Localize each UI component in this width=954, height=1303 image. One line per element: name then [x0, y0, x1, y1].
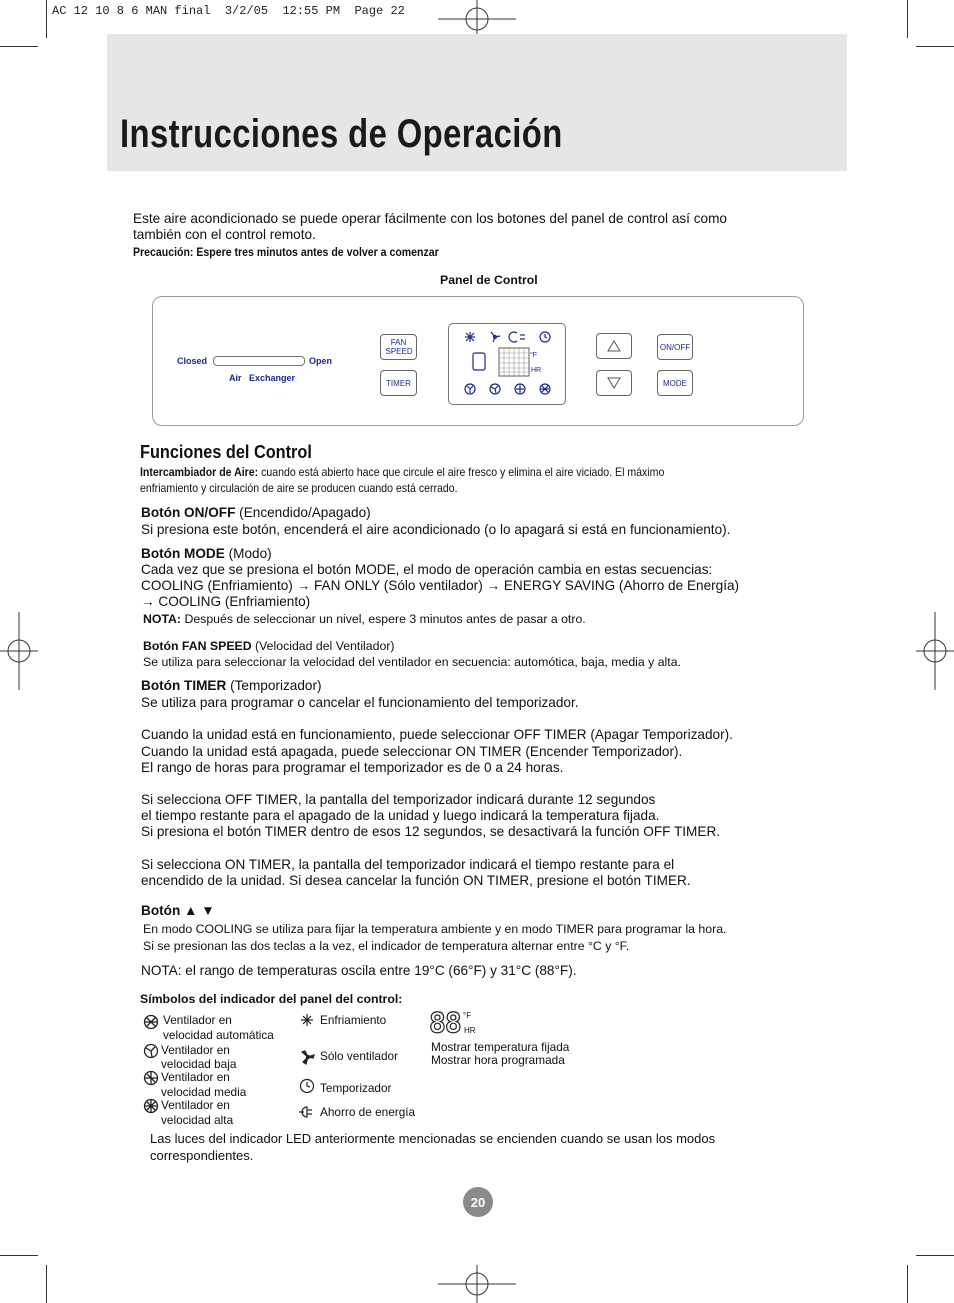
- fan-medium-icon: [145, 1072, 158, 1085]
- timer-text-2: Cuando la unidad está en funcionamiento, puede seleccionar OFF TIMER (Apagar Temporizador).: [141, 727, 733, 742]
- fan-icon: [491, 332, 500, 342]
- clock-icon: [301, 1080, 314, 1093]
- timer-text-9: encendido de la unidad. Si desea cancelar la función ON TIMER, presione el botón TIMER.: [141, 873, 691, 888]
- timer-text-6: el tiempo restante para el apagado de la unidad y luego indicará la temperatura fijada.: [141, 808, 660, 823]
- timer-text-5: Si selecciona OFF TIMER, la pantalla del temporizador indicará durante 12 segundos: [141, 792, 656, 807]
- air-exchanger-label: Air Exchanger: [229, 373, 296, 383]
- panel-display: [448, 323, 566, 405]
- symbol-med-1: Ventilador en: [161, 1070, 230, 1084]
- display-icons: [449, 324, 565, 404]
- symbol-auto-2: velocidad automática: [163, 1028, 274, 1042]
- fan-speed-text: Se utiliza para seleccionar la velocidad del ventilador en secuencia: automótica, baja, media y alta.: [143, 655, 681, 669]
- symbol-low-1: Ventilador en: [161, 1043, 230, 1057]
- fan-speed-heading-sub: (Velocidad del Ventilador): [251, 639, 395, 653]
- fan-speed-label: FAN SPEED: [385, 338, 413, 356]
- triangle-up-icon: [607, 340, 621, 352]
- exchanger-desc: cuando está abierto hace que circule el aire fresco y elimina el aire viciado. El máximo: [258, 465, 665, 479]
- functions-heading: Funciones del Control: [140, 441, 312, 462]
- mode-heading: [141, 546, 272, 562]
- registration-mark-left: [0, 612, 38, 690]
- temperature-range-note: NOTA: el rango de temperaturas oscila entre 19°C (66°F) y 31°C (88°F).: [141, 963, 577, 978]
- arrows-text-2: Si se presionan las dos teclas a la vez, el indicador de temperatura alternar entre °C y °F.: [143, 939, 630, 953]
- symbol-low-2: velocidad baja: [161, 1057, 237, 1071]
- symbols-heading: Símbolos del indicador del panel del control:: [140, 992, 403, 1006]
- fan-speed-heading: [143, 638, 395, 654]
- open-label: Open: [309, 356, 333, 366]
- mode-heading-label: Botón MODE: [141, 546, 225, 561]
- mode-text-3: → COOLING (Enfriamiento): [141, 594, 311, 609]
- printer-slug: AC 12 10 8 6 MAN final 3/2/05 12:55 PM Page 22: [52, 4, 405, 18]
- plug-icon: [509, 332, 525, 342]
- onoff-text: Si presiona este botón, encenderá el aire acondicionado (o lo apagará si está en funcionamiento).: [141, 522, 731, 537]
- symbol-energy: Ahorro de energía: [320, 1105, 416, 1119]
- display-digits: 88: [429, 1006, 461, 1039]
- mode-text-2: COOLING (Enfriamiento) → FAN ONLY (Sólo ventilador) → ENERGY SAVING (Ahorro de Energía): [141, 578, 740, 593]
- timer-label: TIMER: [386, 378, 411, 388]
- display-unit-f: °F: [463, 1011, 472, 1020]
- display-unit-hr: HR: [464, 1026, 476, 1035]
- fan-low-icon: [145, 1045, 158, 1058]
- fan-only-icon: [302, 1051, 314, 1064]
- unit-f-label: °F: [530, 352, 538, 359]
- symbol-high-2: velocidad alta: [161, 1113, 234, 1127]
- intro-line-1: Este aire acondicionado se puede operar fácilmente con los botones del panel de control así como: [133, 211, 727, 226]
- timer-heading: [141, 678, 322, 694]
- control-panel-diagram: [152, 296, 804, 426]
- fan-speed-heading-label: Botón FAN SPEED: [143, 639, 252, 653]
- symbol-med-2: velocidad media: [161, 1085, 247, 1099]
- fan-medium-icon: [515, 384, 525, 394]
- down-arrow-button[interactable]: [596, 370, 632, 396]
- nota-line: [143, 611, 586, 627]
- footer-text-2: correspondientes.: [150, 1148, 254, 1163]
- timer-heading-sub: (Temporizador): [226, 678, 322, 693]
- display-digit: [473, 353, 485, 370]
- registration-mark-bottom: [438, 1265, 516, 1303]
- timer-heading-label: Botón TIMER: [141, 678, 227, 693]
- exchanger-text-1: [140, 465, 664, 479]
- nota-text: Después de seleccionar un nivel, espere 3 minutos antes de pasar a otro.: [181, 612, 586, 626]
- nota-label: NOTA:: [143, 612, 182, 626]
- footer-text-1: Las luces del indicador LED anteriormente mencionadas se encienden cuando se usan los modos: [150, 1131, 716, 1146]
- air-exchanger-slider[interactable]: [213, 356, 305, 366]
- onoff-button[interactable]: [657, 334, 693, 360]
- page-title: Instrucciones de Operación: [120, 112, 563, 156]
- clock-icon: [540, 332, 550, 342]
- snowflake-icon: [465, 332, 475, 342]
- unit-hr-label: HR: [531, 367, 542, 374]
- onoff-heading-sub: (Encendido/Apagado): [235, 505, 371, 520]
- symbol-cool: Enfriamiento: [320, 1013, 387, 1027]
- mode-text-1: Cada vez que se presiona el botón MODE, el modo de operación cambia en estas secuencias:: [141, 562, 713, 577]
- timer-text-3: Cuando la unidad está apagada, puede seleccionar ON TIMER (Encender Temporizador).: [141, 744, 683, 759]
- plug-icon: [299, 1107, 312, 1117]
- timer-text-4: El rango de horas para programar el temporizador es de 0 a 24 horas.: [141, 760, 564, 775]
- up-arrow-button[interactable]: [596, 333, 632, 359]
- arrows-text-1: En modo COOLING se utiliza para fijar la temperatura ambiente y en modo TIMER para programar la hora.: [143, 922, 727, 936]
- display-text-1: Mostrar temperatura fijada: [431, 1040, 570, 1054]
- onoff-heading-label: Botón ON/OFF: [141, 505, 236, 520]
- symbol-fan-only: Sólo ventilador: [320, 1049, 399, 1063]
- caution-note: Precaución: Espere tres minutos antes de volver a comenzar: [133, 245, 439, 259]
- exchanger-label: Intercambiador de Aire:: [140, 465, 259, 479]
- onoff-heading: [141, 505, 371, 521]
- mode-heading-sub: (Modo): [224, 546, 272, 561]
- symbol-timer: Temporizador: [320, 1081, 392, 1095]
- page-number: 20: [463, 1187, 493, 1217]
- symbol-high-1: Ventilador en: [161, 1098, 230, 1112]
- intro-line-2: también con el control remoto.: [133, 227, 316, 242]
- mode-icons: [299, 1012, 319, 1122]
- fan-speed-button[interactable]: [380, 334, 417, 360]
- mode-button[interactable]: [657, 370, 693, 396]
- fan-speed-icons: [142, 1013, 162, 1123]
- display-text-2: Mostrar hora programada: [431, 1053, 565, 1067]
- fan-low-icon: [490, 384, 500, 394]
- timer-button[interactable]: [380, 370, 417, 396]
- snowflake-icon: [301, 1014, 313, 1026]
- timer-text-7: Si presiona el botón TIMER dentro de esos 12 segundos, se desactivará la función OFF TIMER.: [141, 824, 721, 839]
- exchanger-text-2: enfriamiento y circulación de aire se producen cuando está cerrado.: [140, 481, 458, 495]
- closed-label: Closed: [177, 356, 208, 366]
- mode-label: MODE: [663, 378, 687, 388]
- triangle-down-icon: [607, 377, 621, 389]
- timer-text-8: Si selecciona ON TIMER, la pantalla del temporizador indicará el tiempo restante para el: [141, 857, 675, 872]
- fan-high-icon: [145, 1100, 158, 1113]
- fan-auto-icon: [145, 1016, 158, 1029]
- timer-text-1: Se utiliza para programar o cancelar el funcionamiento del temporizador.: [141, 695, 579, 710]
- arrows-heading: Botón ▲ ▼: [141, 903, 215, 918]
- fan-high-icon: [540, 384, 550, 394]
- registration-mark-right: [916, 612, 954, 690]
- onoff-label: ON/OFF: [659, 342, 691, 352]
- fan-auto-icon: [465, 384, 475, 394]
- panel-heading: Panel de Control: [440, 273, 538, 287]
- symbol-auto-1: Ventilador en: [163, 1013, 232, 1027]
